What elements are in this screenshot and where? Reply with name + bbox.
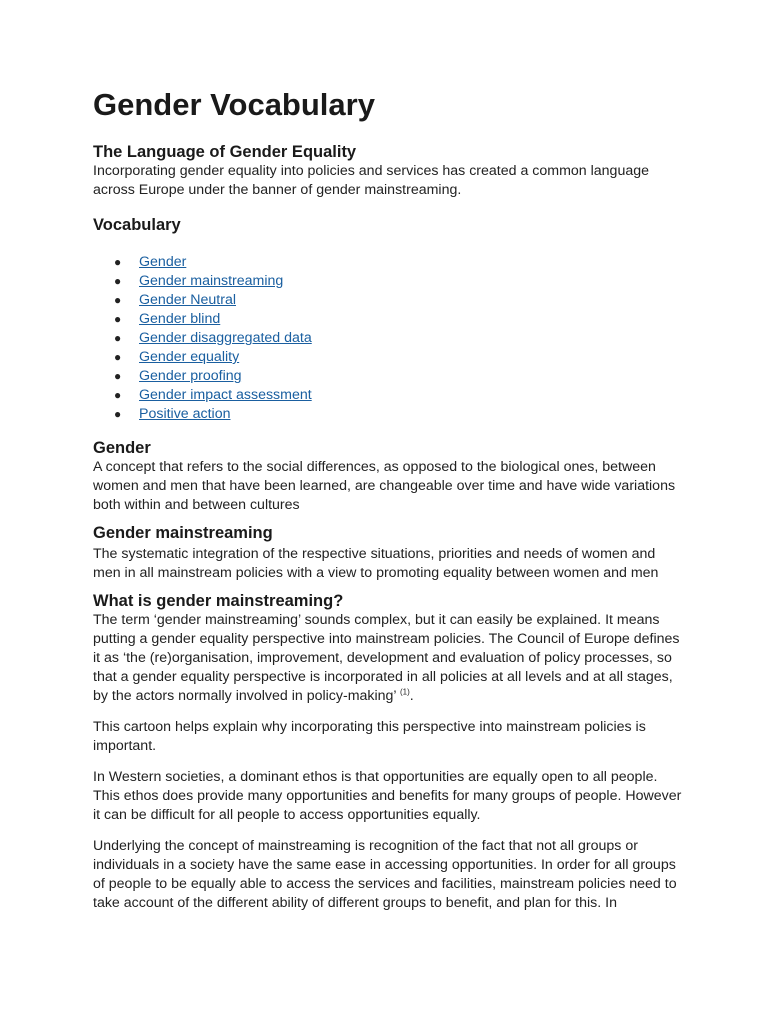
what-is-heading: What is gender mainstreaming? xyxy=(93,592,344,610)
what-is-paragraph-1-end: . xyxy=(409,688,414,704)
what-is-paragraph-1-text: The term ‘gender mainstreaming’ sounds complex, but it can easily be explained. It means putting a gender equality perspective into mainstream policies. The Council of Europe defines it as ‘the (re)organisation, improvement, development and evaluation of policy processes, so that a gender equality perspective is incorporated in all policies at all levels and at all stages, by the actors normally involved in policy-making’ xyxy=(93,612,680,704)
vocab-link-gender-impact-assessment[interactable]: Gender impact assessment xyxy=(139,387,312,403)
bullet-icon: ● xyxy=(114,407,122,421)
gender-heading: Gender xyxy=(93,439,151,457)
list-item xyxy=(93,253,683,272)
bullet-icon: ● xyxy=(114,274,122,288)
vocabulary-heading: Vocabulary xyxy=(93,216,181,234)
mainstreaming-heading: Gender mainstreaming xyxy=(93,524,273,542)
what-is-paragraph-4: Underlying the concept of mainstreaming is recognition of the fact that not all groups or individuals in a society have the same ease in accessing opportunities. In order for all groups of people to be equally able to access the services and facilities, mainstream policies need to take account of the different ability of different groups to benefit, and plan for this. In xyxy=(93,838,677,911)
bullet-icon: ● xyxy=(114,312,122,326)
list-item xyxy=(93,348,683,367)
what-is-paragraph-2: This cartoon helps explain why incorporating this perspective into mainstream policies is important. xyxy=(93,719,646,754)
vocabulary-list xyxy=(93,253,683,424)
footnote-marker: (1) xyxy=(400,687,410,697)
list-item xyxy=(93,367,683,386)
list-item xyxy=(93,386,683,405)
bullet-icon: ● xyxy=(114,293,122,307)
gender-definition: A concept that refers to the social differences, as opposed to the biological ones, between women and men that have been learned, are changeable over time and have wide variations both within and between cultures xyxy=(93,459,676,513)
vocab-link-gender-equality[interactable]: Gender equality xyxy=(139,349,240,365)
bullet-icon: ● xyxy=(114,255,122,269)
vocab-link-gender-mainstreaming[interactable]: Gender mainstreaming xyxy=(139,273,284,289)
mainstreaming-definition: The systematic integration of the respective situations, priorities and needs of women and men in all mainstream policies with a view to promoting equality between women and men xyxy=(93,546,659,581)
vocab-link-gender-blind[interactable]: Gender blind xyxy=(139,311,221,327)
list-item xyxy=(93,329,683,348)
list-item xyxy=(93,272,683,291)
vocab-link-gender[interactable]: Gender xyxy=(139,254,187,270)
bullet-icon: ● xyxy=(114,331,122,345)
vocab-link-positive-action[interactable]: Positive action xyxy=(139,406,231,422)
intro-heading: The Language of Gender Equality xyxy=(93,143,357,161)
document-page xyxy=(93,86,683,925)
what-is-paragraph-3: In Western societies, a dominant ethos is that opportunities are equally open to all people. This ethos does provide many opportunities and benefits for many groups of people. However it can be difficult for all people to access opportunities equally. xyxy=(93,769,682,823)
vocab-link-gender-disaggregated-data[interactable]: Gender disaggregated data xyxy=(139,330,312,346)
vocab-link-gender-neutral[interactable]: Gender Neutral xyxy=(139,292,236,308)
intro-text: Incorporating gender equality into policies and services has created a common language across Europe under the banner of gender mainstreaming. xyxy=(93,163,650,198)
what-is-paragraph-1 xyxy=(93,611,683,706)
vocab-link-gender-proofing[interactable]: Gender proofing xyxy=(139,368,242,384)
list-item xyxy=(93,291,683,310)
bullet-icon: ● xyxy=(114,350,122,364)
list-item xyxy=(93,310,683,329)
page-title: Gender Vocabulary xyxy=(93,87,375,122)
bullet-icon: ● xyxy=(114,369,122,383)
list-item xyxy=(93,405,683,424)
bullet-icon: ● xyxy=(114,388,122,402)
